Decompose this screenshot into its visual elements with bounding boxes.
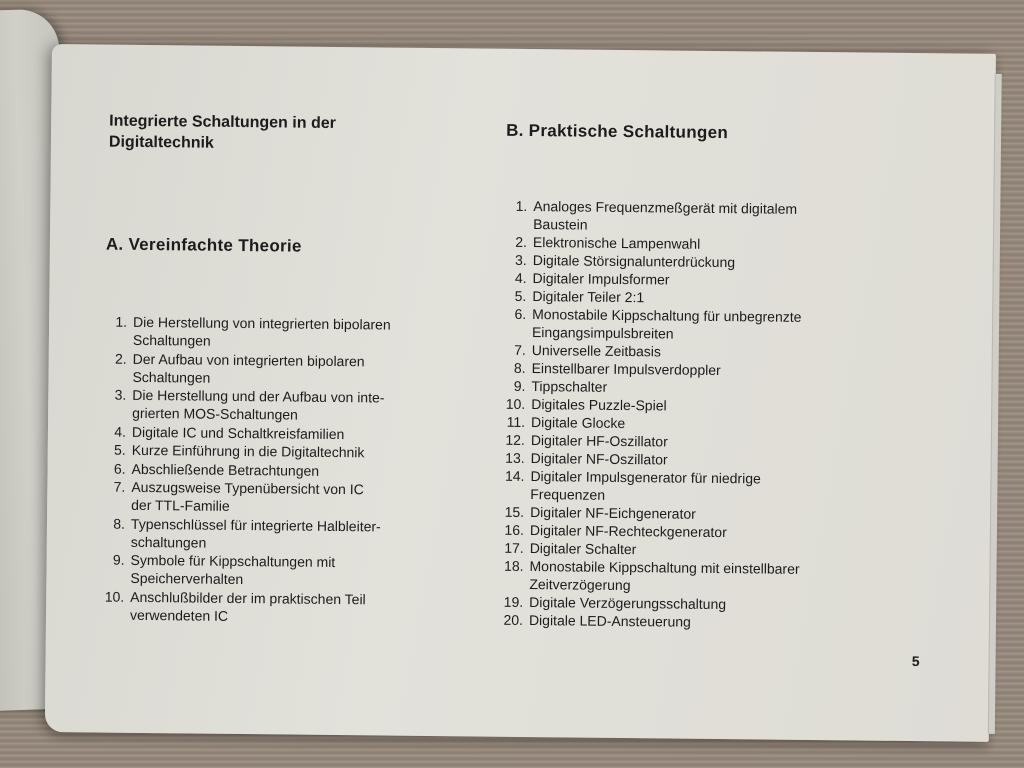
- list-item: [501, 557, 941, 598]
- list-item-line-1: Der Aufbau von integrierten bipolaren: [132, 350, 365, 369]
- list-item-line-2: Baustein: [533, 216, 588, 233]
- section-b-list: [501, 197, 945, 634]
- document-title-line-2: Digitaltechnik: [108, 133, 214, 152]
- list-item-number: 4.: [514, 269, 527, 286]
- list-item-line-1: Digitaler Schalter: [529, 540, 637, 558]
- list-item-line-1: Monostabile Kippschaltung mit einstellbarer: [529, 558, 800, 577]
- list-item-line-1: Typenschlüssel für integrierte Halbleiter-: [130, 515, 381, 534]
- list-item-text: [131, 514, 503, 554]
- list-item: [103, 478, 503, 518]
- list-item-text: [532, 305, 944, 345]
- list-item-line-1: Digitaler NF-Rechteckgenerator: [529, 522, 727, 541]
- list-item-number: 15.: [504, 503, 525, 520]
- section-a-column: [102, 111, 507, 628]
- list-item-number: 8.: [513, 359, 526, 376]
- list-item-line-1: Analoges Frequenzmeßgerät mit digitalem: [533, 198, 798, 217]
- list-item-line-2: der TTL-Familie: [131, 496, 230, 514]
- list-item-number: 4.: [114, 423, 127, 440]
- list-item-line-1: Digitales Puzzle-Spiel: [531, 396, 667, 414]
- list-item-line-1: Abschließende Betrachtungen: [131, 460, 320, 479]
- list-item-line-2: schaltungen: [130, 533, 207, 551]
- list-item-line-1: Universelle Zeitbasis: [531, 342, 662, 360]
- list-item-line-2: Schaltungen: [132, 368, 211, 386]
- section-b-column: [501, 121, 946, 634]
- list-item-text: [529, 557, 941, 597]
- list-item-line-1: Symbole für Kippschaltungen mit: [130, 551, 336, 570]
- list-item-line-1: Tippschalter: [531, 378, 608, 395]
- list-item: [102, 551, 502, 591]
- list-item-line-1: Einstellbarer Impulsverdoppler: [531, 360, 721, 379]
- list-item: [104, 349, 504, 389]
- list-item-number: 10.: [505, 395, 526, 412]
- list-item-number: 3.: [114, 386, 127, 403]
- list-item-number: 1.: [115, 313, 128, 330]
- list-item-text: [131, 478, 503, 518]
- list-item-number: 5.: [113, 441, 126, 458]
- list-item-line-2: grierten MOS-Schaltungen: [132, 404, 298, 423]
- list-item-number: 6.: [514, 305, 527, 322]
- list-item-number: 9.: [513, 377, 526, 394]
- list-item-number: 11.: [506, 413, 526, 430]
- list-item-number: 13.: [505, 449, 525, 466]
- list-item: [502, 467, 942, 508]
- list-item-line-1: Auszugsweise Typenübersicht von IC: [131, 478, 364, 498]
- list-item-number: 18.: [504, 557, 524, 574]
- list-item-line-1: Digitaler Impulsformer: [532, 270, 670, 288]
- list-item-number: 16.: [504, 521, 525, 538]
- list-item-number: 3.: [514, 251, 527, 268]
- list-item-text: [130, 551, 502, 591]
- list-item-line-1: Digitale LED-Ansteuerung: [528, 612, 691, 630]
- section-b-title: B. Praktische Schaltungen: [506, 120, 729, 143]
- list-item-text: [132, 349, 504, 389]
- list-item-number: 6.: [113, 460, 126, 477]
- document-title: [109, 111, 399, 156]
- list-item-number: 19.: [503, 593, 524, 610]
- list-item-line-1: Digitale Störsignalunterdrückung: [532, 252, 736, 271]
- list-item-text: [132, 386, 504, 426]
- list-item-line-1: Digitale Glocke: [530, 414, 626, 432]
- list-item-line-1: Digitaler HF-Oszillator: [530, 432, 668, 450]
- list-item-number: 2.: [515, 233, 528, 250]
- list-item-number: 12.: [505, 431, 525, 448]
- list-item-line-2: Frequenzen: [530, 486, 606, 503]
- list-item-line-1: Digitaler Teiler 2:1: [532, 288, 645, 306]
- list-item-number: 5.: [514, 287, 527, 304]
- list-item-text: [133, 313, 505, 353]
- list-item-line-1: Monostabile Kippschaltung für unbegrenzte: [532, 306, 802, 325]
- list-item-line-2: Zeitverzögerung: [529, 576, 631, 594]
- book-page: [45, 44, 996, 742]
- list-item-line-1: Digitaler Impulsgenerator für niedrige: [530, 468, 761, 487]
- list-item-number: 7.: [514, 341, 526, 358]
- list-item-text: [130, 587, 502, 627]
- list-item-text: [530, 467, 942, 507]
- list-item: [102, 587, 502, 627]
- list-item-line-1: Die Herstellung und der Aufbau von inte-: [132, 386, 385, 406]
- page-number: 5: [911, 653, 920, 670]
- list-item: [104, 386, 504, 426]
- section-a-list: [102, 313, 505, 628]
- list-item-text: [533, 197, 945, 237]
- list-item-line-1: Elektronische Lampenwahl: [532, 234, 701, 252]
- list-item-line-2: verwendeten IC: [129, 606, 229, 624]
- list-item-line-1: Die Herstellung von integrierten bipolaren: [133, 313, 391, 333]
- list-item-line-1: Digitale IC und Schaltkreisfamilien: [131, 423, 345, 442]
- list-item-line-1: Anschlußbilder der im praktischen Teil: [130, 588, 366, 607]
- list-item: [501, 611, 941, 634]
- list-item-line-2: Eingangsimpulsbreiten: [531, 324, 674, 342]
- section-a-title: A. Vereinfachte Theorie: [105, 234, 302, 256]
- list-item-line-1: Digitaler NF-Oszillator: [530, 450, 668, 468]
- list-item-line-1: Kurze Einführung in die Digitaltechnik: [131, 441, 365, 461]
- list-item-number: 8.: [113, 515, 126, 532]
- list-item-text: [529, 611, 941, 633]
- list-item-number: 10.: [104, 588, 125, 605]
- list-item-number: 9.: [112, 551, 125, 568]
- list-item-number: 7.: [113, 478, 126, 495]
- list-item-number: 17.: [504, 539, 524, 556]
- list-item-line-2: Schaltungen: [132, 331, 211, 349]
- list-item: [504, 305, 944, 346]
- document-title-line-1: Integrierte Schaltungen in der: [109, 112, 336, 132]
- list-item: [105, 313, 505, 353]
- list-item-line-2: Speicherverhalten: [130, 569, 244, 588]
- list-item-line-1: Digitaler NF-Eichgenerator: [530, 504, 696, 522]
- list-item: [505, 197, 945, 238]
- list-item-number: 20.: [503, 611, 524, 628]
- list-item-number: 1.: [515, 197, 528, 214]
- list-item: [103, 514, 503, 554]
- list-item-number: 2.: [114, 350, 127, 367]
- list-item-line-1: Digitale Verzögerungsschaltung: [529, 594, 727, 613]
- list-item-number: 14.: [504, 467, 525, 484]
